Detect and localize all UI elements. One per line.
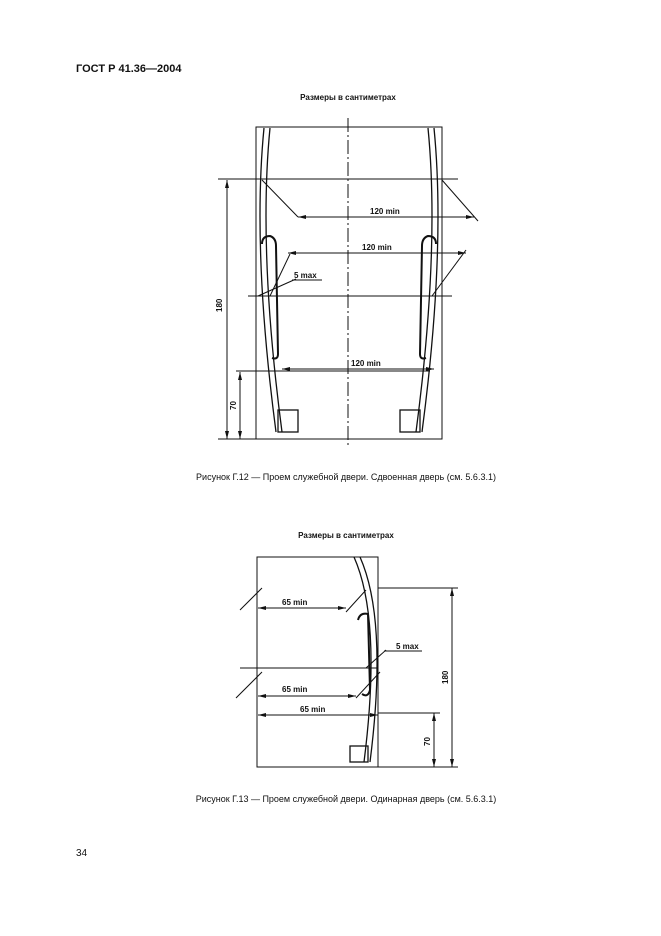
fig13-dim-height-180: 180 <box>441 670 450 684</box>
fig12-dim-width-top: 120 min <box>370 207 400 216</box>
fig12-dim-width-middle: 120 min <box>362 243 392 252</box>
fig13-dim-width-top: 65 min <box>282 598 308 607</box>
document-header: ГОСТ Р 41.36—2004 <box>76 63 182 75</box>
fig13-handle <box>358 614 370 696</box>
figure12-caption: Рисунок Г.12 — Проем служебной двери. Сдвоенная дверь (см. 5.6.3.1) <box>196 472 496 482</box>
fig13-dim-width-bottom: 65 min <box>300 705 326 714</box>
fig13-dim-5max: 5 max <box>396 642 419 651</box>
page-number: 34 <box>76 848 88 859</box>
fig13-door-frame <box>257 557 378 767</box>
fig12-dim-5max: 5 max <box>294 271 317 280</box>
fig13-dim-height-70: 70 <box>423 737 432 746</box>
figure13-caption: Рисунок Г.13 — Проем служебной двери. Одинарная дверь (см. 5.6.3.1) <box>195 794 497 804</box>
fig12-dim-height-180: 180 <box>215 298 224 312</box>
figure12-units-label: Размеры в сантиметрах <box>300 93 396 102</box>
figure13-units-label: Размеры в сантиметрах <box>298 531 394 540</box>
fig12-dim-width-bottom: 120 min <box>351 359 381 368</box>
fig12-dim-height-70: 70 <box>229 401 238 410</box>
fig13-dim-width-middle: 65 min <box>282 685 308 694</box>
